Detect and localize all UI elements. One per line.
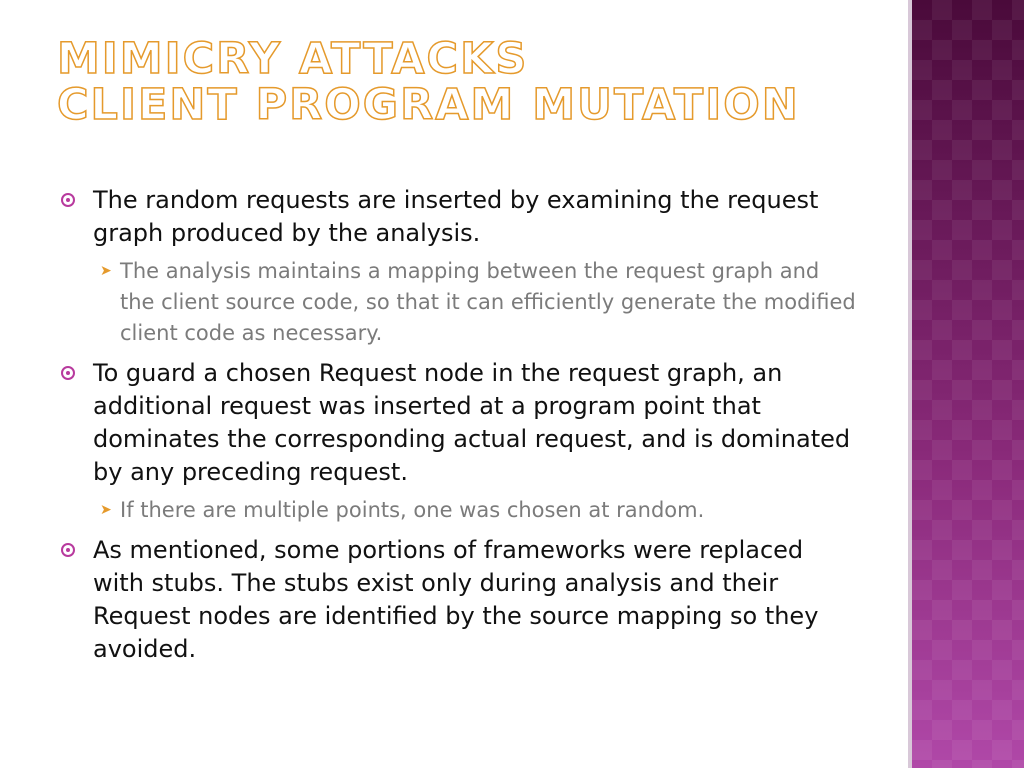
bullet-item [60,534,860,666]
sub-bullet-item [60,256,860,349]
title-line-1: MIMICRY ATTACKS [57,34,529,84]
bullet-item [60,184,860,250]
slide-title [57,36,800,128]
bullet-text: As mentioned, some portions of frameworks were replaced with stubs. The stubs exist only during analysis and their Request nodes are identified by the source mapping so they avoided. [93,536,819,663]
circle-dot-bullet-icon [61,193,75,207]
slide-body [60,184,860,670]
sub-bullet-text: If there are multiple points, one was chosen at random. [120,498,705,522]
decorative-side-panel [912,0,1024,768]
bullet-text: The random requests are inserted by examining the request graph produced by the analysis. [93,186,819,247]
bullet-item [60,357,860,489]
title-line-2: CLIENT PROGRAM MUTATION [57,80,800,130]
arrow-bullet-icon: ➤ [100,502,112,518]
bullet-text: To guard a chosen Request node in the request graph, an additional request was inserted at a program point that dominates the corresponding actual request, and is dominated by any preceding request. [93,359,851,486]
sub-bullet-text: The analysis maintains a mapping between the request graph and the client source code, so that it can efficiently generate the modified client code as necessary. [120,259,856,345]
circle-dot-bullet-icon [61,366,75,380]
arrow-bullet-icon: ➤ [100,263,112,279]
circle-dot-bullet-icon [61,543,75,557]
sub-bullet-item [60,495,860,526]
